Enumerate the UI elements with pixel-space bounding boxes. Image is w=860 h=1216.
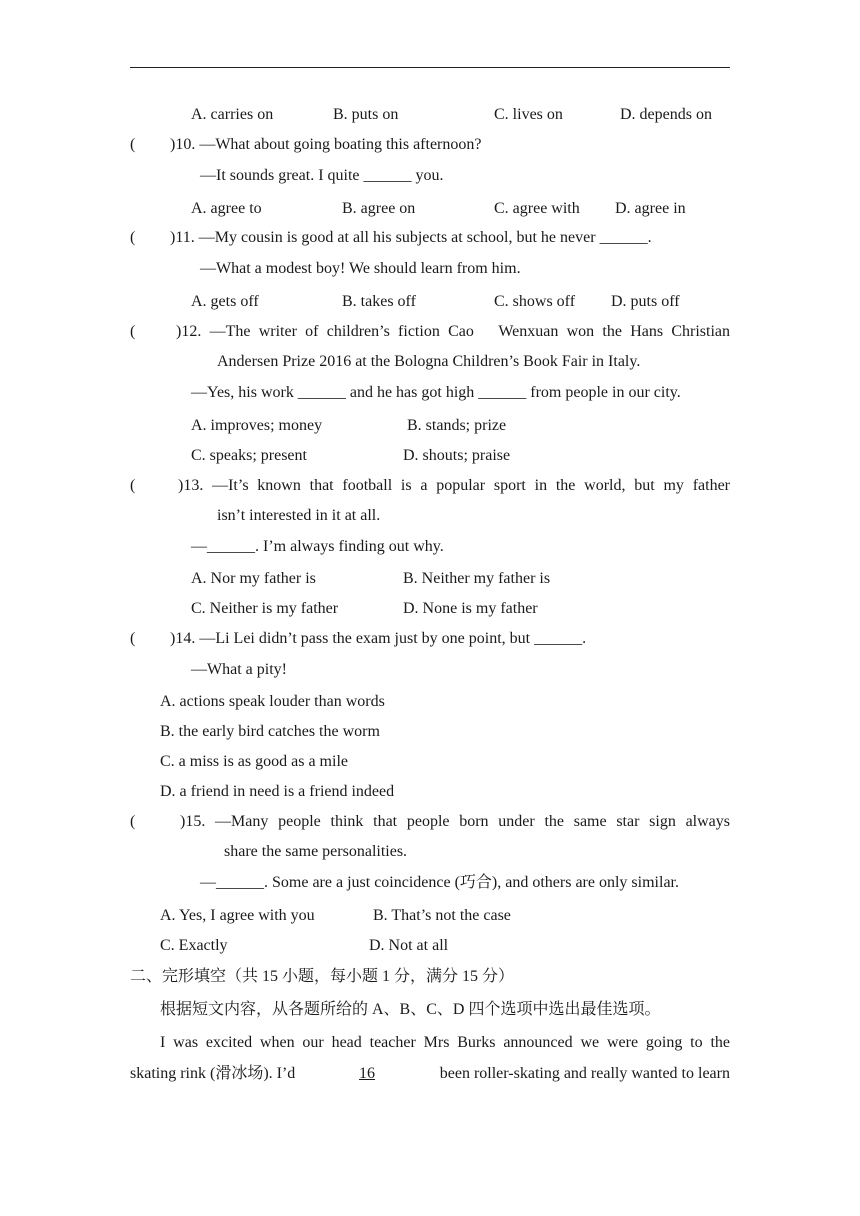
q13-stem-line1: )13. —It’s known that football is a popular sport in the world, but my father — [178, 477, 730, 494]
q11-option-a: A. gets off — [191, 293, 259, 310]
q11-paren: ( — [130, 229, 136, 246]
q12-option-c: C. speaks; present — [191, 447, 307, 464]
q13-option-c: C. Neither is my father — [191, 600, 339, 617]
q12-option-d: D. shouts; praise — [403, 447, 511, 464]
q14-option-b: B. the early bird catches the worm — [160, 723, 380, 740]
q12-stem-line1: )12. —The writer of children’s fiction Cao Wenxuan won the Hans Christian — [176, 323, 730, 340]
q11-reply: —What a modest boy! We should learn from him. — [200, 260, 521, 277]
q15-option-d: D. Not at all — [369, 937, 449, 954]
q10-reply: —It sounds great. I quite ______ you. — [200, 167, 444, 184]
passage-line-2-end: been roller-skating and really wanted to learn — [439, 1065, 730, 1082]
q14-paren: ( — [130, 630, 136, 647]
q14-option-d: D. a friend in need is a friend indeed — [160, 783, 395, 800]
q15-option-a: A. Yes, I agree with you — [160, 907, 315, 924]
q12-stem-line2: Andersen Prize 2016 at the Bologna Children’s Book Fair in Italy. — [217, 353, 641, 370]
blank-16: 16 — [359, 1065, 376, 1082]
passage-line-1: I was excited when our head teacher Mrs Burks announced we were going to the — [160, 1034, 730, 1051]
q13-option-d: D. None is my father — [403, 600, 538, 617]
q15-option-b: B. That’s not the case — [373, 907, 511, 924]
q13-option-b: B. Neither my father is — [403, 570, 551, 587]
q15-stem-line1: )15. —Many people think that people born under the same star sign always — [180, 813, 730, 830]
header-rule — [130, 67, 730, 68]
q10-paren: ( — [130, 136, 136, 153]
q9-option-b: B. puts on — [333, 106, 399, 123]
q15-option-c: C. Exactly — [160, 937, 228, 954]
q12-paren: ( — [130, 323, 136, 340]
q13-reply: —______. I’m always finding out why. — [191, 538, 444, 555]
q9-option-a: A. carries on — [191, 106, 274, 123]
q12-reply: —Yes, his work ______ and he has got high ______ from people in our city. — [191, 384, 681, 401]
q9-option-c: C. lives on — [494, 106, 563, 123]
q11-stem: )11. —My cousin is good at all his subjects at school, but he never ______. — [170, 229, 652, 246]
passage-line-2 — [130, 1064, 730, 1084]
section-instruction: 根据短文内容，从各题所给的 A、B、C、D 四个选项中选出最佳选项。 — [160, 1001, 661, 1018]
q14-stem: )14. —Li Lei didn’t pass the exam just by one point, but ______. — [170, 630, 587, 647]
q13-stem-line2: isn’t interested in it at all. — [217, 507, 381, 524]
q11-option-d: D. puts off — [611, 293, 680, 310]
section-heading: 二、完形填空（共 15 小题，每小题 1 分，满分 15 分） — [130, 968, 515, 985]
q11-option-b: B. takes off — [342, 293, 416, 310]
q10-option-a: A. agree to — [191, 200, 262, 217]
q11-option-c: C. shows off — [494, 293, 576, 310]
passage-line-2-start: skating rink (滑冰场). I’d — [130, 1065, 296, 1082]
q10-option-d: D. agree in — [615, 200, 686, 217]
q14-reply: —What a pity! — [191, 661, 287, 678]
q15-reply: —______. Some are a just coincidence (巧合), and others are only similar. — [200, 874, 679, 891]
q13-option-a: A. Nor my father is — [191, 570, 316, 587]
q12-option-a: A. improves; money — [191, 417, 323, 434]
q10-option-c: C. agree with — [494, 200, 580, 217]
q14-option-c: C. a miss is as good as a mile — [160, 753, 348, 770]
q14-option-a: A. actions speak louder than words — [160, 693, 385, 710]
q15-paren: ( — [130, 813, 136, 830]
q15-stem-line2: share the same personalities. — [224, 843, 408, 860]
q10-stem: )10. —What about going boating this afternoon? — [170, 136, 482, 153]
q12-option-b: B. stands; prize — [407, 417, 507, 434]
q9-option-d: D. depends on — [620, 106, 712, 123]
q10-option-b: B. agree on — [342, 200, 416, 217]
q13-paren: ( — [130, 477, 136, 494]
